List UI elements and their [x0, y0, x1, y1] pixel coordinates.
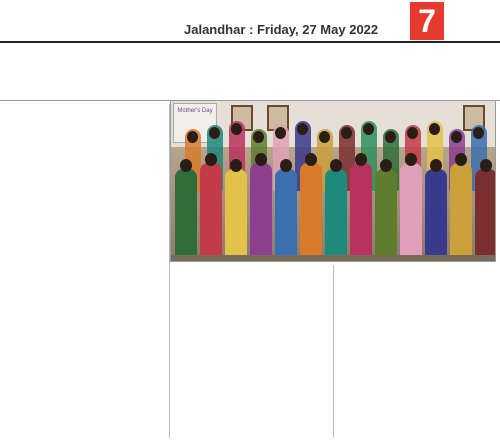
- dateline: [5, 104, 167, 118]
- person-head: [341, 127, 352, 139]
- person-head: [451, 131, 462, 143]
- person-head: [385, 131, 396, 143]
- signboard-text: Mother's Day: [177, 108, 213, 114]
- article-column-1: [5, 118, 167, 438]
- person-figure: [225, 169, 247, 261]
- newspaper-header: [0, 0, 500, 40]
- header-date-gurmukhi: [208, 4, 408, 20]
- column-divider: [169, 104, 170, 438]
- person-figure: [400, 163, 422, 261]
- person-head: [363, 123, 374, 135]
- person-head: [180, 159, 192, 172]
- page-number-badge: 7: [410, 2, 444, 40]
- person-head: [275, 127, 286, 139]
- column-divider: [333, 265, 334, 438]
- person-figure: [475, 169, 496, 261]
- person-head: [473, 127, 484, 139]
- person-figure: [250, 163, 272, 261]
- person-figure: [300, 163, 322, 261]
- person-figure: [350, 163, 372, 261]
- person-head: [330, 159, 342, 172]
- person-head: [231, 123, 242, 135]
- header-date-english: Jalandhar : Friday, 27 May 2022: [184, 22, 379, 37]
- person-figure: [425, 169, 447, 261]
- person-figure: [275, 169, 297, 261]
- person-figure: [375, 169, 397, 261]
- person-head: [205, 153, 217, 166]
- photo-floor: [171, 255, 496, 261]
- person-head: [297, 123, 308, 135]
- header-rule: [0, 41, 500, 43]
- person-head: [407, 127, 418, 139]
- person-head: [319, 131, 330, 143]
- person-head: [480, 159, 492, 172]
- person-head: [253, 131, 264, 143]
- news-photo: [170, 100, 496, 262]
- person-head: [355, 153, 367, 166]
- person-head: [280, 159, 292, 172]
- person-figure: [200, 163, 222, 261]
- article-column-3: [336, 265, 495, 438]
- person-figure: [175, 169, 197, 261]
- person-head: [230, 159, 242, 172]
- person-head: [405, 153, 417, 166]
- headline: [14, 48, 486, 98]
- person-head: [380, 159, 392, 172]
- article-column-2: [172, 265, 330, 438]
- person-head: [187, 131, 198, 143]
- person-figure: [325, 169, 347, 261]
- person-figure: [450, 163, 472, 261]
- person-head: [255, 153, 267, 166]
- person-head: [305, 153, 317, 166]
- person-head: [429, 123, 440, 135]
- person-head: [209, 127, 220, 139]
- person-head: [455, 153, 467, 166]
- person-head: [430, 159, 442, 172]
